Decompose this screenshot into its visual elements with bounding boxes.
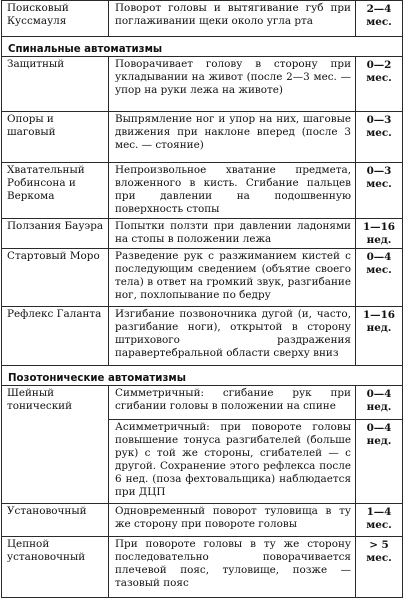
age-range: 0—3 — [366, 114, 392, 126]
reflex-description: При повороте головы в ту же сторону последовательно поворачивается плечевой пояс, туловище, позже — тазовый пояс — [109, 537, 356, 598]
table-row — [2, 249, 403, 307]
table-row — [2, 1, 403, 37]
age-range: 0—4 — [366, 388, 392, 400]
age-unit: мес. — [366, 519, 392, 531]
reflex-age — [356, 163, 403, 219]
table-row — [2, 386, 403, 420]
reflex-age — [356, 504, 403, 537]
age-range: 0—4 — [366, 251, 392, 263]
age-unit: нед. — [366, 401, 392, 413]
reflex-age — [356, 537, 403, 598]
reflex-age — [356, 307, 403, 366]
reflex-age — [356, 386, 403, 420]
age-unit: мес. — [366, 264, 392, 276]
age-unit: мес. — [366, 552, 392, 564]
reflex-description: Поворачивает голову в сторону при укладывании на живот (после 2—3 мес. — упор на руки лежа на животе) — [109, 57, 356, 112]
reflex-description: Попытки ползти при давлении ладонями на стопы в положении лежа — [109, 219, 356, 249]
reflex-name: Установочный — [2, 504, 109, 537]
reflex-description: Поворот головы и вытягивание губ при поглаживании щеки около угла рта — [109, 1, 356, 37]
reflex-age — [356, 1, 403, 37]
section-row — [2, 37, 403, 57]
reflex-description: Одновременный поворот туловища в ту же сторону при повороте головы — [109, 504, 356, 537]
age-range: 1—4 — [366, 506, 392, 518]
section-title: Спинальные автоматизмы — [2, 37, 403, 57]
age-unit: мес. — [366, 127, 392, 139]
table-row — [2, 163, 403, 219]
reflex-age — [356, 249, 403, 307]
table-row — [2, 219, 403, 249]
reflex-name: Защитный — [2, 57, 109, 112]
age-range: 1—16 — [362, 221, 396, 233]
reflex-age — [356, 219, 403, 249]
reflex-description: Изгибание позвоночника дугой (и, часто, разгибание ноги), открытой в сторону штрихового раздражения паравертебральной области сверху вниз — [109, 307, 356, 366]
age-unit: мес. — [366, 16, 392, 28]
reflex-name: Хватательный Робинсона и Веркома — [2, 163, 109, 219]
age-unit: мес. — [366, 178, 392, 190]
reflex-age — [356, 420, 403, 504]
table-row — [2, 504, 403, 537]
section-row — [2, 366, 403, 386]
reflex-name: Поисковый Куссмауля — [2, 1, 109, 37]
reflex-description: Асимметричный: при повороте головы повышение тонуса разгибателей (больше рук) с той же стороны, сгибателей — с другой. Сохранение этого рефлекса после 6 нед. (поза фехтовальщика) наблюдается при ДЦП — [109, 420, 356, 504]
table-row — [2, 112, 403, 163]
table-row — [2, 537, 403, 598]
reflex-name: Цепной установочный — [2, 537, 109, 598]
reflex-description: Непроизвольное хватание предмета, вложенного в кисть. Сгибание пальцев при давлении на подошвенную поверхность стопы — [109, 163, 356, 219]
age-range: 0—4 — [366, 422, 392, 434]
age-unit: мес. — [366, 72, 392, 84]
reflex-name: Опоры и шаговый — [2, 112, 109, 163]
reflex-description: Выпрямление ног и упор на них, шаговые движения при наклоне вперед (после 3 мес. — стояние) — [109, 112, 356, 163]
section-title: Позотонические автоматизмы — [2, 366, 403, 386]
age-range: 1—16 — [362, 309, 396, 321]
reflex-name: Шейный тонический — [2, 386, 109, 504]
reflex-name: Стартовый Моро — [2, 249, 109, 307]
reflex-name: Рефлекс Галанта — [2, 307, 109, 366]
age-range: 0—2 — [366, 59, 392, 71]
reflex-age — [356, 57, 403, 112]
age-range: 0—3 — [366, 165, 392, 177]
reflex-description: Симметричный: сгибание рук при сгибании головы в положении на спине — [109, 386, 356, 420]
age-unit: нед. — [366, 322, 392, 334]
age-unit: нед. — [366, 234, 392, 246]
reflex-age — [356, 112, 403, 163]
age-range: 2—4 — [366, 3, 392, 15]
reflex-table — [1, 0, 403, 598]
reflex-name: Ползания Бауэра — [2, 219, 109, 249]
table-row — [2, 57, 403, 112]
age-unit: нед. — [366, 435, 392, 447]
reflex-description: Разведение рук с разжиманием кистей с последующим сведением (объятие своего тела) в ответ на громкий звук, разгибание ног, похлопывание по бедру — [109, 249, 356, 307]
age-range: > 5 — [369, 539, 389, 551]
table-row — [2, 307, 403, 366]
